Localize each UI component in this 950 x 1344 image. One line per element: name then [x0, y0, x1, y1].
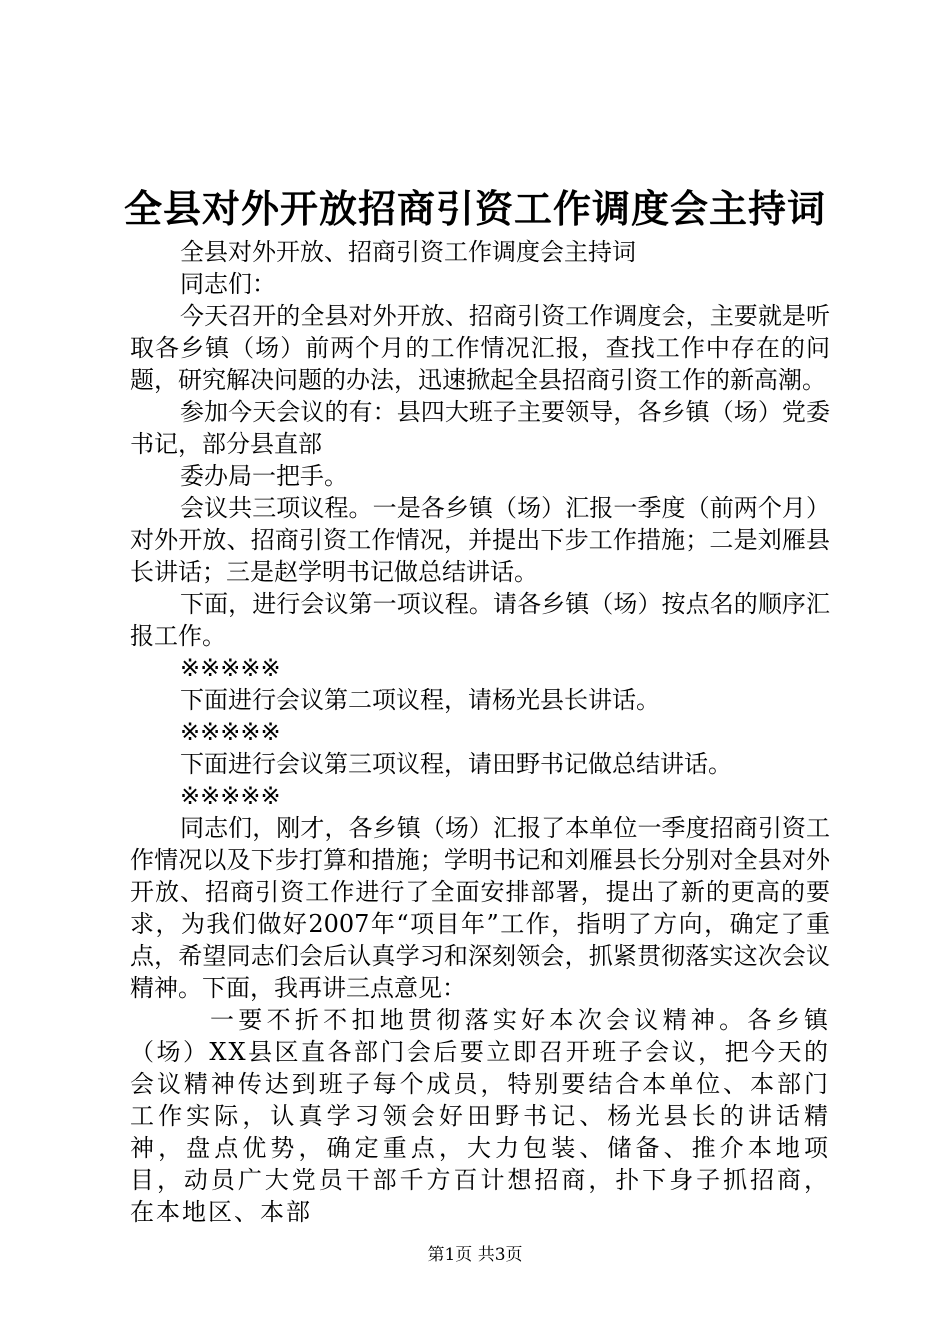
document-body	[130, 236, 830, 1228]
paragraph-salutation: 同志们：	[180, 270, 276, 298]
paragraph: 今天召开的全县对外开放、招商引资工作调度会，主要就是听取各乡镇（场）前两个月的工作情况汇报，查找工作中存在的问题，研究解决问题的办法，迅速掀起全县招商引资工作的新高潮。	[130, 302, 830, 394]
paragraph: 下面进行会议第二项议程，请杨光县长讲话。	[180, 686, 660, 714]
separator-marks: ※※※※※	[180, 782, 281, 810]
paragraph: 会议共三项议程。一是各乡镇（场）汇报一季度（前两个月）对外开放、招商引资工作情况，并提出下步工作措施；二是刘雁县长讲话；三是赵学明书记做总结讲话。	[130, 494, 830, 586]
paragraph: 委办局一把手。	[180, 462, 348, 490]
paragraph: 同志们，刚才，各乡镇（场）汇报了本单位一季度招商引资工作情况以及下步打算和措施；学明书记和刘雁县长分别对全县对外开放、招商引资工作进行了全面安排部署，提出了新的更高的要求，为我们做好2007年“项目年”工作，指明了方向，确定了重点，希望同志们会后认真学习和深刻领会，抓紧贯彻落实这次会议精神。下面，我再讲三点意见：	[130, 814, 830, 1002]
separator-marks: ※※※※※	[180, 718, 281, 746]
page-footer: 第1页 共3页	[427, 1245, 523, 1265]
paragraph: 一要不折不扣地贯彻落实好本次会议精神。各乡镇（场）XX县区直各部门会后要立即召开班子会议，把今天的会议精神传达到班子每个成员，特别要结合本单位、本部门工作实际，认真学习领会好田野书记、杨光县长的讲话精神，盘点优势，确定重点，大力包装、储备、推介本地项目，动员广大党员干部千方百计想招商，扑下身子抓招商，在本地区、本部	[130, 1006, 830, 1226]
separator-marks: ※※※※※	[180, 654, 281, 682]
paragraph: 下面进行会议第三项议程，请田野书记做总结讲话。	[180, 750, 732, 778]
paragraph: 下面，进行会议第一项议程。请各乡镇（场）按点名的顺序汇报工作。	[130, 590, 830, 650]
paragraph-subtitle: 全县对外开放、招商引资工作调度会主持词	[180, 238, 636, 266]
paragraph: 参加今天会议的有：县四大班子主要领导，各乡镇（场）党委书记，部分县直部	[130, 398, 830, 458]
document-title: 全县对外开放招商引资工作调度会主持词	[123, 186, 826, 231]
